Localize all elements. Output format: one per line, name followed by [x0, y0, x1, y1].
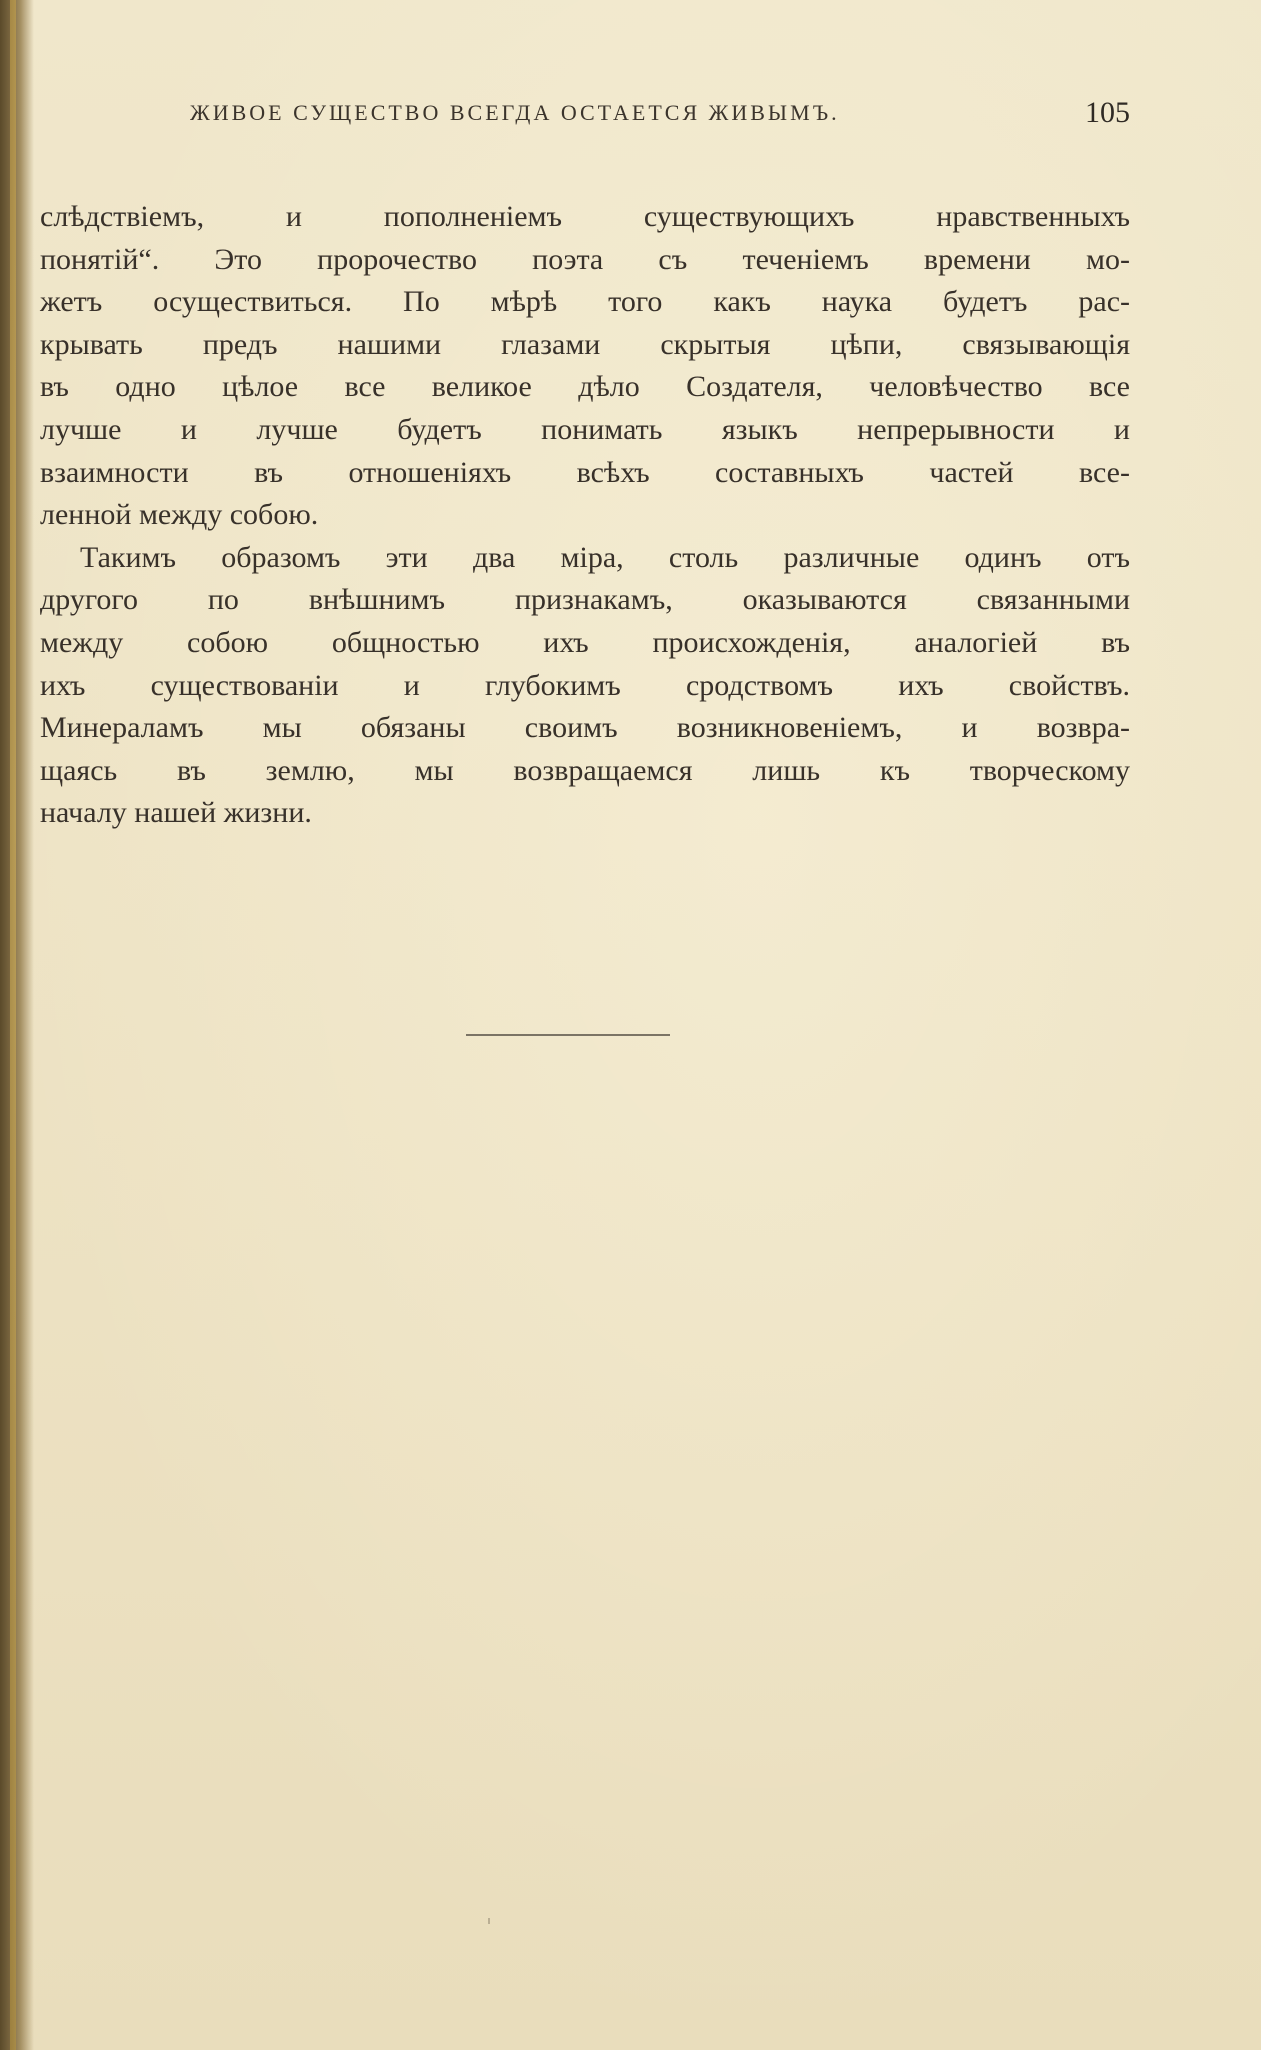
section-end-rule	[466, 1034, 670, 1036]
text-line: Такимъ образомъ эти два міра, столь различные одинъ отъ	[80, 540, 1130, 574]
text-line: въ одно цѣлое все великое дѣло Создателя, человѣчество все	[40, 370, 1130, 404]
text-line: щаясь въ землю, мы возвращаемся лишь къ творческому	[40, 753, 1130, 787]
text-line: понятій“. Это пророчество поэта съ теченіемъ времени мо-	[40, 242, 1130, 276]
text-line: взаимности въ отношеніяхъ всѣхъ составныхъ частей все-	[40, 455, 1130, 489]
text-line: началу нашей жизни.	[40, 796, 312, 830]
running-head	[40, 96, 1130, 136]
paragraph-2	[40, 537, 1130, 835]
text-line: слѣдствіемъ, и пополненіемъ существующихъ нравственныхъ	[40, 200, 1130, 233]
page-number: 105	[1085, 96, 1130, 129]
text-line: другого по внѣшнимъ признакамъ, оказываются связанными	[40, 583, 1130, 617]
paper-speck	[488, 1918, 490, 1924]
running-title: ЖИВОЕ СУЩЕСТВО ВСЕГДА ОСТАЕТСЯ ЖИВЫМЪ.	[190, 100, 840, 125]
text-line: ихъ существованіи и глубокимъ сродствомъ ихъ свойствъ.	[40, 668, 1130, 702]
body-text	[40, 196, 1130, 835]
book-binding-edge	[0, 0, 34, 2050]
text-line: лучше и лучше будетъ понимать языкъ непрерывности и	[40, 412, 1130, 446]
paragraph-1	[40, 196, 1130, 537]
text-line: крывать предъ нашими глазами скрытыя цѣпи, связывающія	[40, 327, 1130, 361]
text-line: Минераламъ мы обязаны своимъ возникновеніемъ, и возвра-	[40, 711, 1130, 745]
text-line: жетъ осуществиться. По мѣрѣ того какъ наука будетъ рас-	[40, 285, 1130, 319]
text-line: ленной между собою.	[40, 498, 319, 532]
text-line: между собою общностью ихъ происхожденія, аналогіей въ	[40, 625, 1130, 659]
